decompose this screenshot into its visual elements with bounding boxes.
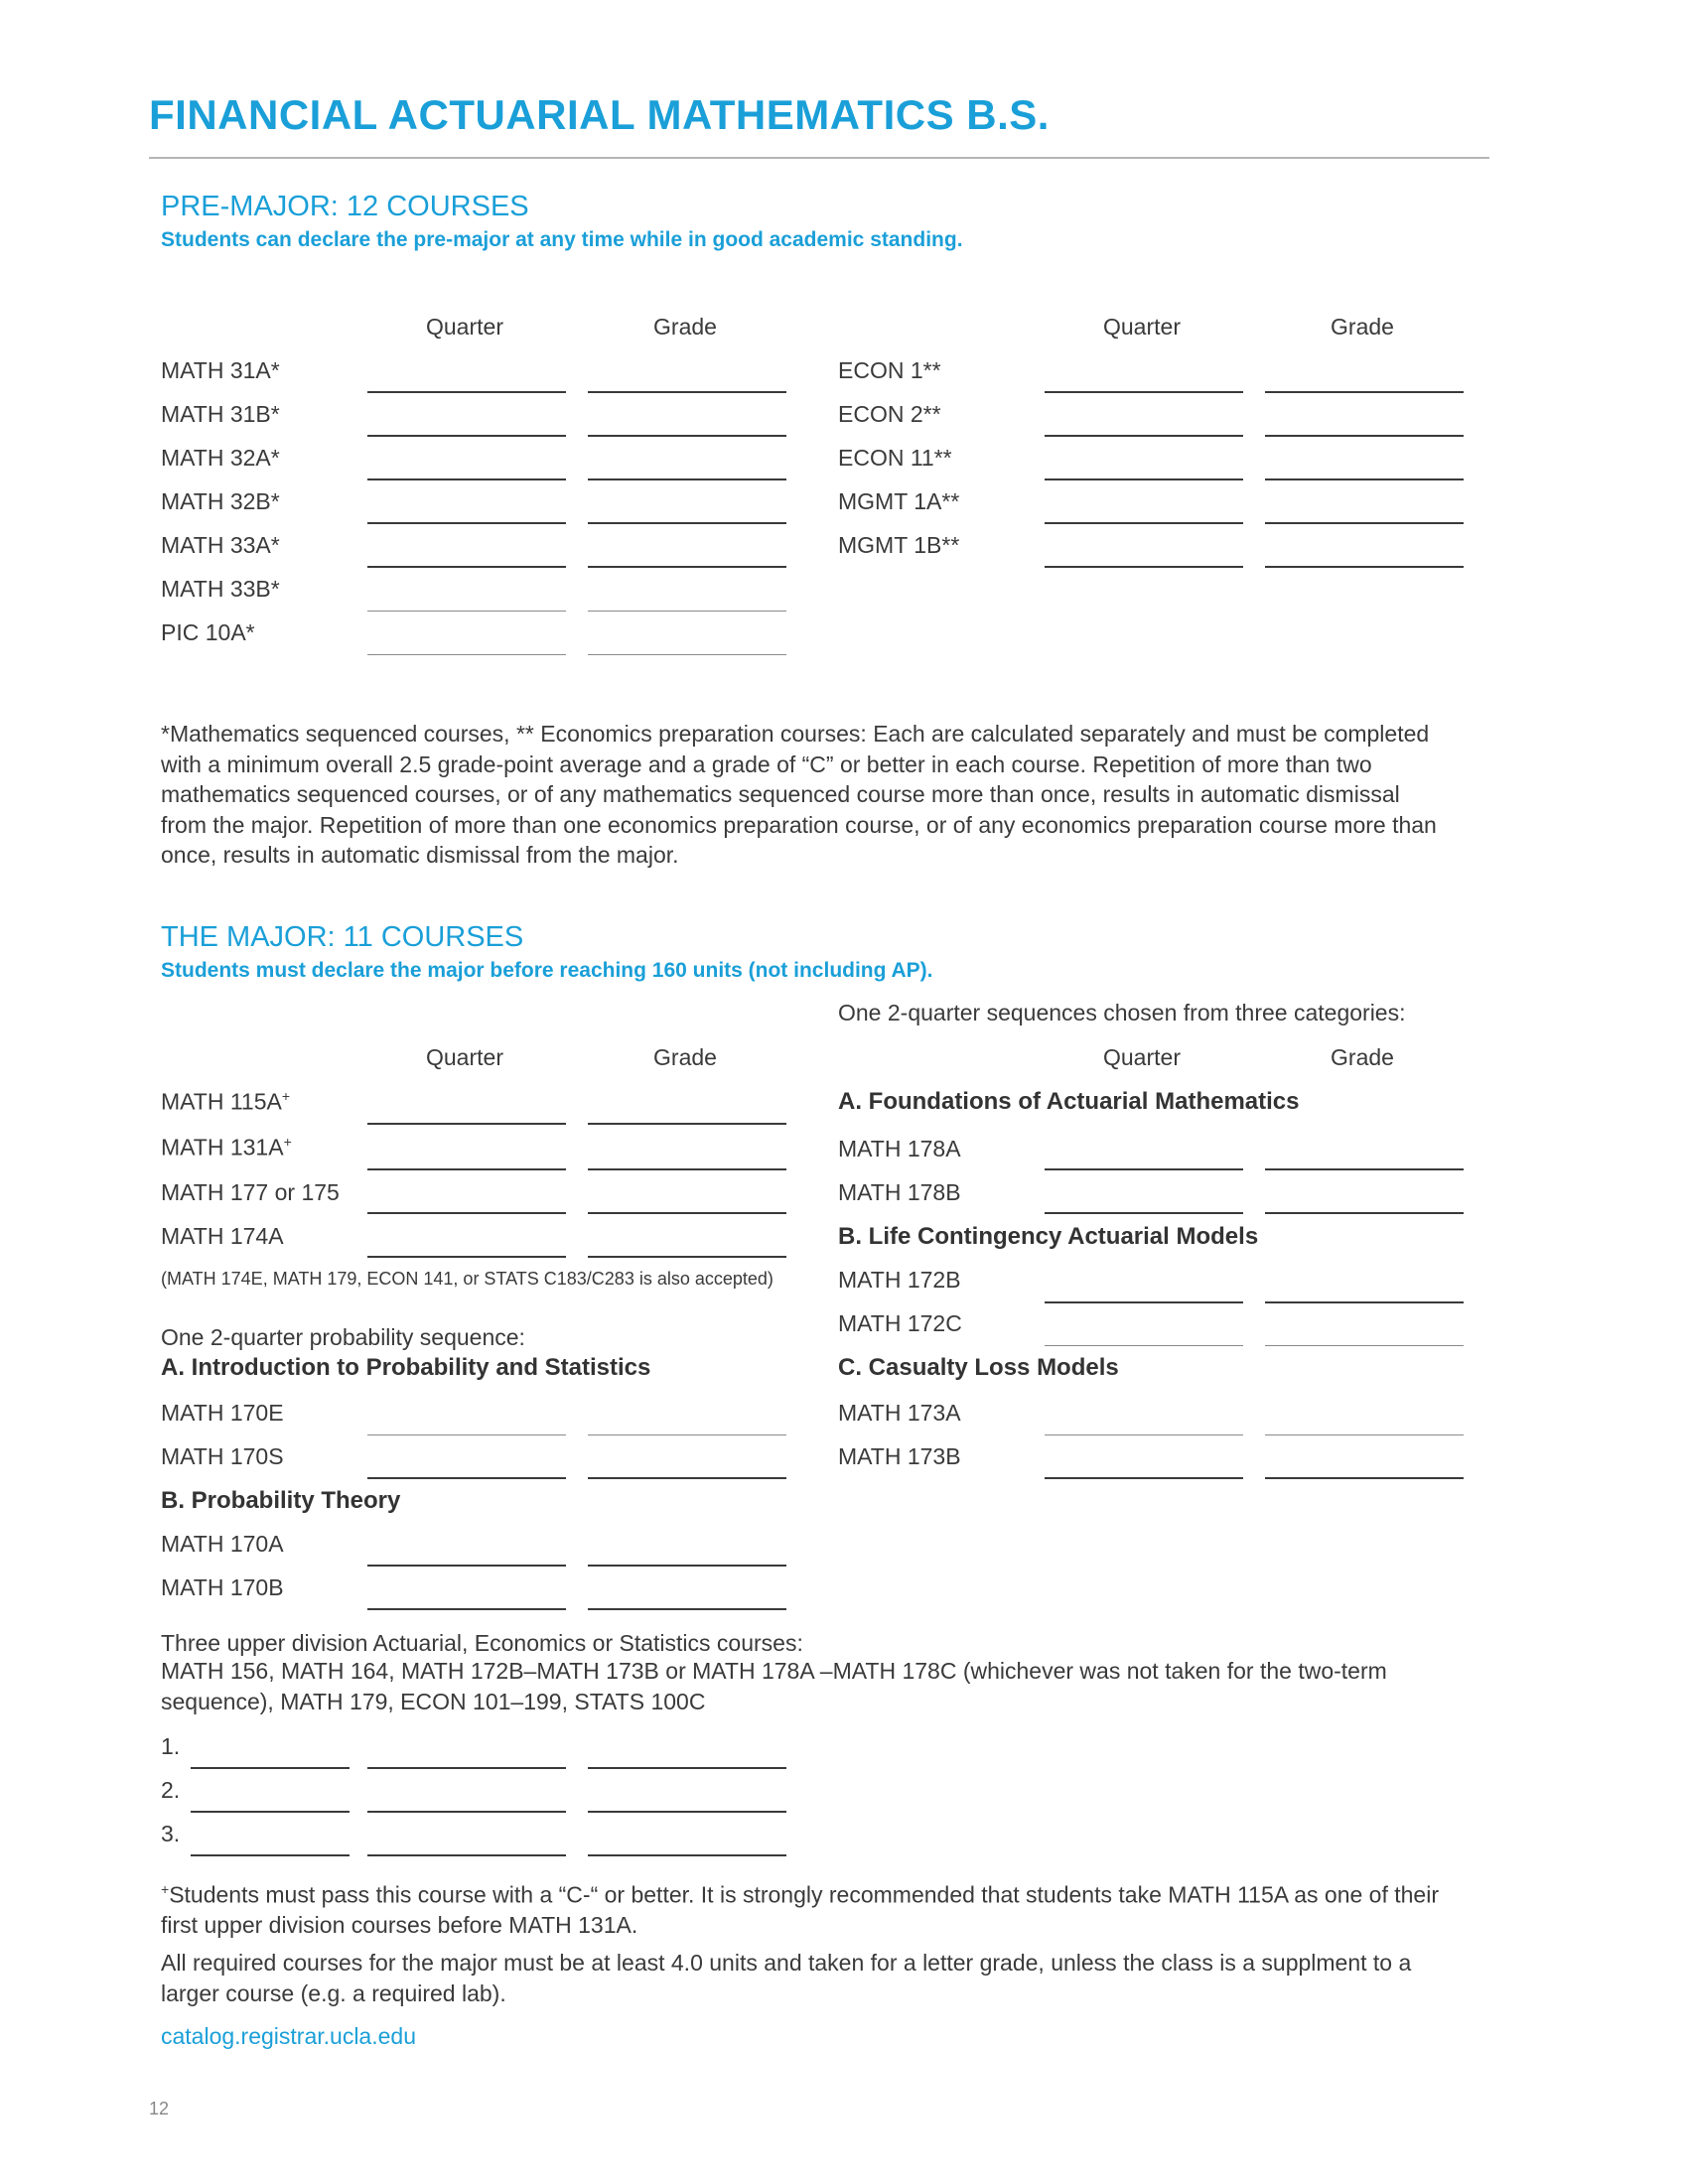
quarter-blank[interactable] [367, 1608, 566, 1610]
course-econ1: ECON 1** [838, 357, 941, 383]
premajor-right-quarter-header: Quarter [1103, 314, 1181, 340]
quarter-blank[interactable] [1045, 478, 1243, 480]
course-math172c: MATH 172C [838, 1310, 962, 1336]
grade-blank[interactable] [588, 1565, 786, 1567]
course-econ11: ECON 11** [838, 445, 952, 471]
quarter-blank[interactable] [1045, 566, 1243, 568]
quarter-blank[interactable] [367, 1256, 566, 1258]
grade-blank[interactable] [588, 1212, 786, 1214]
grade-blank[interactable] [1265, 391, 1464, 393]
quarter-blank[interactable] [367, 435, 566, 437]
grade-blank[interactable] [1265, 478, 1464, 480]
quarter-blank[interactable] [1045, 1345, 1243, 1346]
grade-blank[interactable] [588, 1168, 786, 1170]
blank-number-3: 3. [161, 1821, 181, 1846]
catalog-link[interactable]: catalog.registrar.ucla.edu [161, 2023, 416, 2049]
course-math174a: MATH 174A [161, 1223, 284, 1249]
course-mgmt1a: MGMT 1A** [838, 488, 960, 514]
upper-division-list: MATH 156, MATH 164, MATH 172B–MATH 173B or MATH 178A –MATH 178C (whichever was not taken for the two-term sequence), MATH 179, ECON 101–199, STATS 100C [161, 1658, 1387, 1714]
course-math172b: MATH 172B [838, 1267, 961, 1293]
grade-blank[interactable] [588, 654, 786, 655]
grade-blank[interactable] [588, 1434, 786, 1435]
category-a-heading: A. Foundations of Actuarial Mathematics [838, 1088, 1300, 1115]
premajor-right-grade-header: Grade [1331, 314, 1394, 340]
quarter-blank[interactable] [1045, 1212, 1243, 1214]
major-right-quarter-header: Quarter [1103, 1044, 1181, 1070]
course-blank[interactable] [191, 1767, 350, 1769]
premajor-left-quarter-header: Quarter [426, 314, 503, 340]
grade-blank[interactable] [588, 1854, 786, 1856]
course-math173a: MATH 173A [838, 1400, 961, 1426]
quarter-blank[interactable] [1045, 1168, 1243, 1170]
grade-blank[interactable] [588, 566, 786, 568]
quarter-blank[interactable] [367, 1477, 566, 1479]
course-blank[interactable] [191, 1854, 350, 1856]
blank-number-1: 1. [161, 1733, 181, 1759]
premajor-subheading: Students can declare the pre-major at any time while in good academic standing. [161, 228, 963, 251]
quarter-blank[interactable] [367, 478, 566, 480]
quarter-blank[interactable] [1045, 1477, 1243, 1479]
grade-blank[interactable] [588, 1608, 786, 1610]
course-math31a: MATH 31A* [161, 357, 280, 383]
major-left-grade-header: Grade [653, 1044, 717, 1070]
course-math33a: MATH 33A* [161, 532, 280, 558]
grade-blank[interactable] [588, 1123, 786, 1125]
probability-a-heading: A. Introduction to Probability and Statistics [161, 1354, 651, 1381]
grade-blank[interactable] [1265, 522, 1464, 524]
grade-blank[interactable] [1265, 1212, 1464, 1214]
grade-blank[interactable] [588, 478, 786, 480]
quarter-blank[interactable] [1045, 391, 1243, 393]
premajor-left-grade-header: Grade [653, 314, 717, 340]
grade-blank[interactable] [588, 391, 786, 393]
plus-footnote: +Students must pass this course with a “C-“ or better. It is strongly recommended that students take MATH 115A as one of their first upper division courses before MATH 131A. [161, 1881, 1439, 1939]
course-math33b: MATH 33B* [161, 576, 280, 602]
quarter-blank[interactable] [367, 1811, 566, 1813]
probability-intro: One 2-quarter probability sequence: [161, 1324, 525, 1350]
quarter-blank[interactable] [367, 1212, 566, 1214]
grade-blank[interactable] [588, 1256, 786, 1258]
quarter-blank[interactable] [367, 1168, 566, 1170]
probability-b-heading: B. Probability Theory [161, 1487, 401, 1514]
grade-blank[interactable] [588, 611, 786, 612]
grade-blank[interactable] [1265, 566, 1464, 568]
quarter-blank[interactable] [367, 1565, 566, 1567]
quarter-blank[interactable] [367, 611, 566, 612]
premajor-heading: PRE-MAJOR: 12 COURSES [161, 191, 529, 222]
course-math32b: MATH 32B* [161, 488, 280, 514]
course-econ2: ECON 2** [838, 401, 941, 427]
category-b-heading: B. Life Contingency Actuarial Models [838, 1223, 1259, 1250]
core-alternatives-note: (MATH 174E, MATH 179, ECON 141, or STATS C183/C283 is also accepted) [161, 1269, 774, 1289]
quarter-blank[interactable] [367, 654, 566, 655]
major-right-grade-header: Grade [1331, 1044, 1394, 1070]
course-math178a: MATH 178A [838, 1136, 961, 1161]
course-math170a: MATH 170A [161, 1531, 284, 1557]
grade-blank[interactable] [1265, 1301, 1464, 1303]
premajor-footnote: *Mathematics sequenced courses, ** Economics preparation courses: Each are calculated separately and must be completed with a minimum overall 2.5 grade-point average and a grade of “C” or better in each course. Repetition of more than two mathematics sequenced courses, or of any mathematics sequenced course more than once, results in automatic dismissal from the major. Repetition of more than one economics preparation course, or of any economics preparation course more than once, results in automatic dismissal from the major. [161, 721, 1437, 868]
major-left-quarter-header: Quarter [426, 1044, 503, 1070]
quarter-blank[interactable] [367, 1434, 566, 1435]
grade-blank[interactable] [1265, 1168, 1464, 1170]
sequence-intro: One 2-quarter sequences chosen from three categories: [838, 1000, 1406, 1025]
course-math170b: MATH 170B [161, 1574, 284, 1600]
quarter-blank[interactable] [1045, 522, 1243, 524]
page-title: FINANCIAL ACTUARIAL MATHEMATICS B.S. [149, 91, 1050, 138]
major-subheading: Students must declare the major before reaching 160 units (not including AP). [161, 959, 933, 982]
course-math173b: MATH 173B [838, 1443, 961, 1469]
quarter-blank[interactable] [367, 522, 566, 524]
quarter-blank[interactable] [367, 391, 566, 393]
grade-blank[interactable] [588, 1811, 786, 1813]
course-math178b: MATH 178B [838, 1179, 961, 1205]
course-math32a: MATH 32A* [161, 445, 280, 471]
grade-blank[interactable] [1265, 435, 1464, 437]
quarter-blank[interactable] [367, 566, 566, 568]
grade-blank[interactable] [588, 1767, 786, 1769]
course-math170s: MATH 170S [161, 1443, 284, 1469]
course-pic10a: PIC 10A* [161, 619, 255, 645]
grade-blank[interactable] [1265, 1345, 1464, 1346]
course-blank[interactable] [191, 1811, 350, 1813]
grade-blank[interactable] [1265, 1477, 1464, 1479]
upper-division-intro: Three upper division Actuarial, Economics or Statistics courses: [161, 1630, 803, 1656]
course-math170e: MATH 170E [161, 1400, 284, 1426]
blank-number-2: 2. [161, 1777, 181, 1803]
title-divider [149, 157, 1489, 159]
course-math177-or-175: MATH 177 or 175 [161, 1179, 340, 1205]
page-number: 12 [149, 2099, 170, 2118]
quarter-blank[interactable] [1045, 435, 1243, 437]
grade-blank[interactable] [588, 1477, 786, 1479]
quarter-blank[interactable] [1045, 1301, 1243, 1303]
quarter-blank[interactable] [367, 1767, 566, 1769]
course-math31b: MATH 31B* [161, 401, 280, 427]
quarter-blank[interactable] [1045, 1434, 1243, 1435]
grade-blank[interactable] [588, 435, 786, 437]
grade-blank[interactable] [588, 522, 786, 524]
course-math131a: MATH 131A+ [161, 1134, 292, 1160]
major-heading: THE MAJOR: 11 COURSES [161, 921, 524, 953]
letter-grade-note: All required courses for the major must be at least 4.0 units and taken for a letter grade, unless the class is a supplment to a larger course (e.g. a required lab). [161, 1950, 1412, 2006]
quarter-blank[interactable] [367, 1123, 566, 1125]
category-c-heading: C. Casualty Loss Models [838, 1354, 1119, 1381]
course-mgmt1b: MGMT 1B** [838, 532, 960, 558]
course-math115a: MATH 115A+ [161, 1088, 291, 1115]
quarter-blank[interactable] [367, 1854, 566, 1856]
grade-blank[interactable] [1265, 1434, 1464, 1435]
